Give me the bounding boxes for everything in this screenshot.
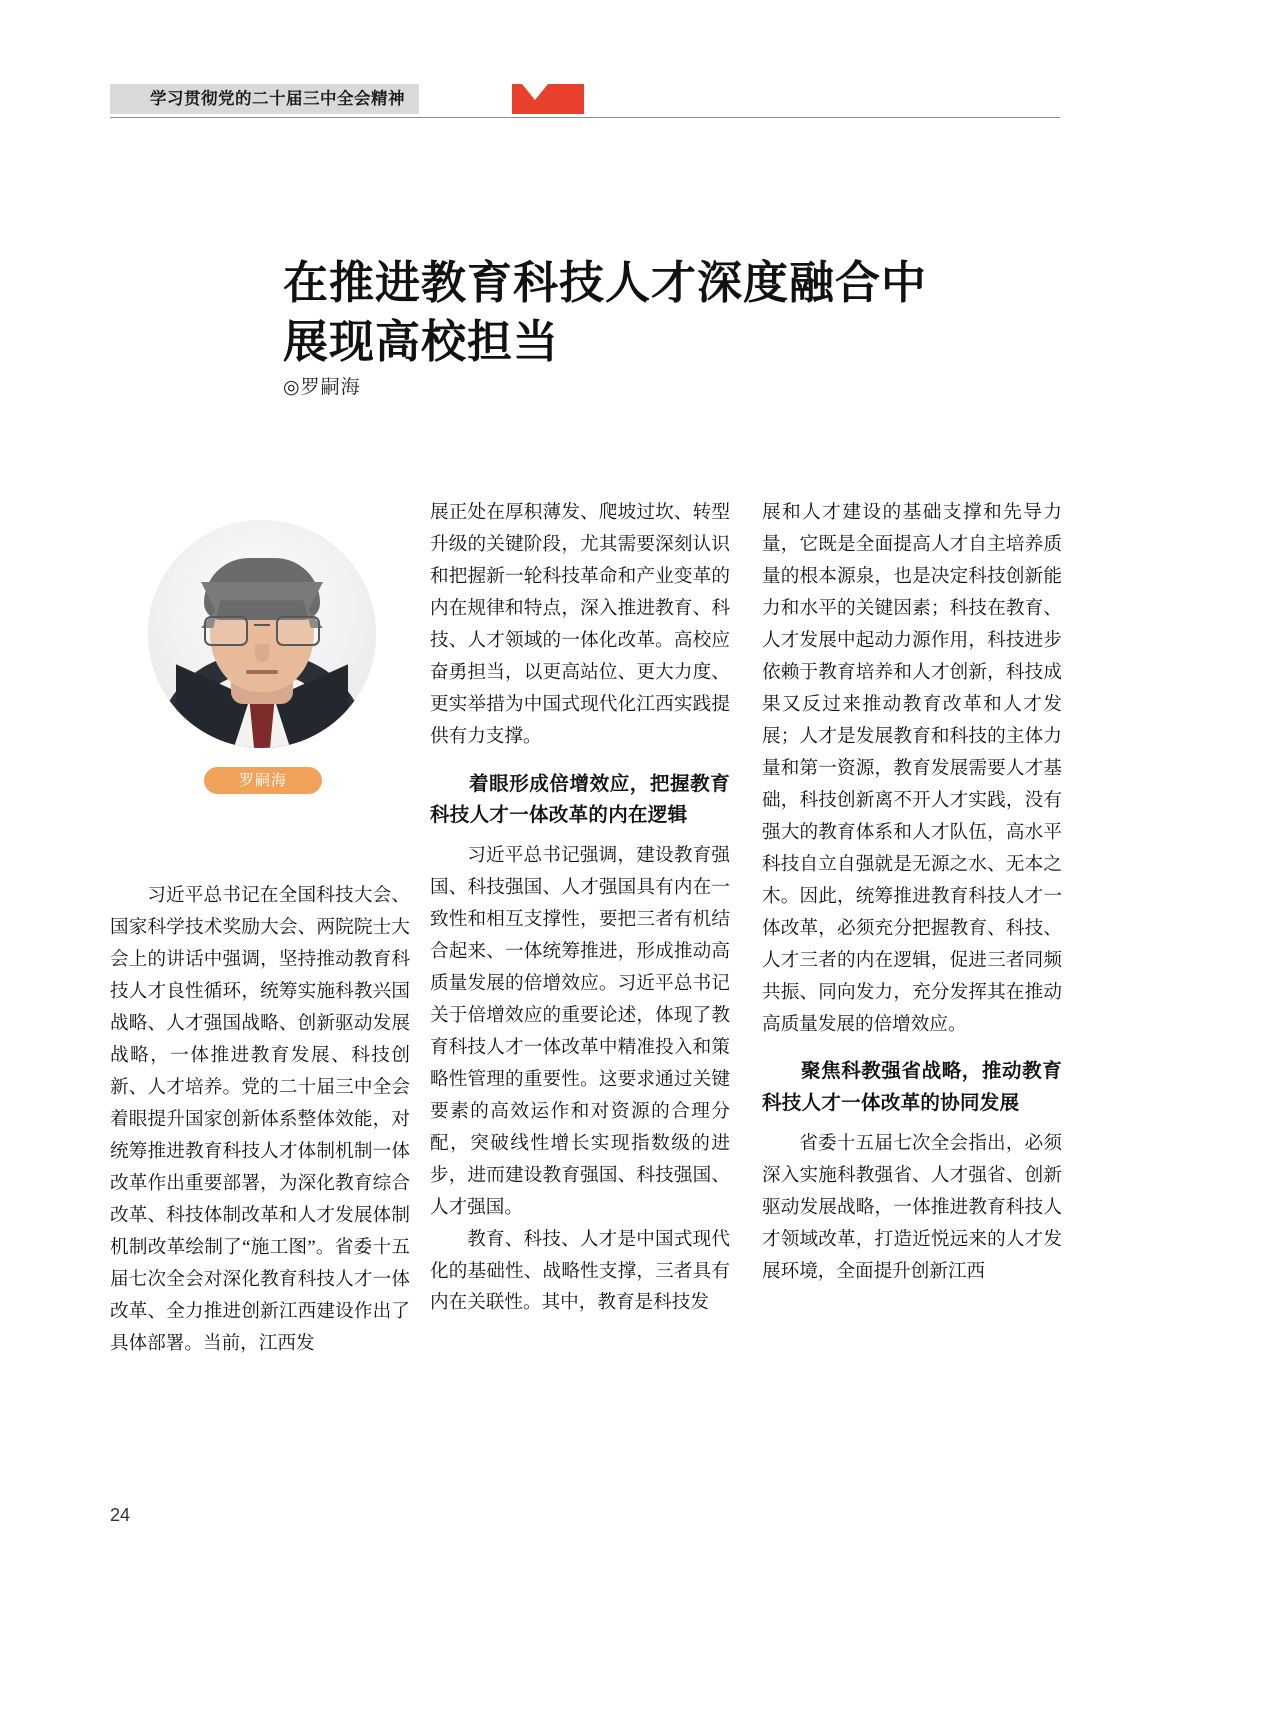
page-title-line2: 展现高校担当 — [283, 316, 560, 368]
page-title-line1: 在推进教育科技人才深度融合中 — [283, 257, 928, 308]
portrait-nose — [255, 644, 269, 662]
page-title — [283, 253, 1043, 372]
running-head-label: 学习贯彻党的二十届三中全会精神 — [136, 84, 419, 114]
body-column-1 — [110, 880, 410, 1360]
running-head — [110, 84, 1060, 118]
author-portrait — [148, 520, 378, 820]
paragraph: 教育、科技、人才是中国式现代化的基础性、战略性支撑，三者具有内在关联性。其中，教育是科技发 — [430, 1228, 730, 1314]
running-head-arrow-icon — [522, 84, 548, 100]
portrait-glasses-right — [276, 616, 320, 646]
paragraph-continued: 展和人才建设的基础支撑和先导力量，它既是全面提高人才自主培养质量的根本源泉，也是决定科技创新能力和水平的关键因素；科技在教育、人才发展中起动力源作用，科技进步依赖于教育培养和人才创新，科技成果又反过来推动教育改革和人才发展；人才是发展教育和科技的主体力量和第一资源，教育发展需要人才基础，科技创新离不开人才实践，没有强大的教育体系和人才队伍，高水平科技自立自强就是无源之水、无本之木。因此，统筹推进教育科技人才一体改革，必须充分把握教育、科技、人才三者的内在逻辑，促进三者同频共振、同向发力，充分发挥其在推动高质量发展的倍增效应。 — [762, 502, 1062, 1035]
portrait-photo — [148, 520, 376, 748]
section-heading-2: 聚焦科教强省战略，推动教育科技人才一体改革的协同发展 — [762, 1060, 1062, 1115]
running-head-rule — [110, 117, 1060, 118]
body-column-2 — [430, 497, 730, 1319]
running-head-bar — [110, 84, 136, 114]
body-column-3 — [762, 497, 1062, 1287]
portrait-mouth — [246, 670, 278, 674]
paragraph: 省委十五届七次全会指出，必须深入实施科教强省、人才强省、创新驱动发展战略，一体推进教育科技人才领域改革，打造近悦远来的人才发展环境，全面提升创新江西 — [762, 1132, 1062, 1282]
portrait-glasses-bridge — [254, 624, 270, 626]
portrait-nameplate: 罗嗣海 — [204, 767, 322, 794]
section-heading-1: 着眼形成倍增效应，把握教育科技人才一体改革的内在逻辑 — [430, 772, 730, 827]
paragraph-continued: 展正处在厚积薄发、爬坡过坎、转型升级的关键阶段，尤其需要深刻认识和把握新一轮科技革命和产业变革的内在规律和特点，深入推进教育、科技、人才领域的一体化改革。高校应奋勇担当，以更高站位、更大力度、更实举措为中国式现代化江西实践提供有力支撑。 — [430, 502, 730, 747]
portrait-glasses-left — [204, 616, 248, 646]
paragraph: 习近平总书记在全国科技大会、国家科学技术奖励大会、两院院士大会上的讲话中强调，坚持推动教育科技人才良性循环，统筹实施科教兴国战略、人才强国战略、创新驱动发展战略，一体推进教育发展、科技创新、人才培养。党的二十届三中全会着眼提升国家创新体系整体效能，对统筹推进教育科技人才体制机制一体改革作出重要部署，为深化教育综合改革、科技体制改革和人才发展体制机制改革绘制了“施工图”。省委十五届七次全会对深化教育科技人才一体改革、全力推进创新江西建设作出了具体部署。当前，江西发 — [110, 885, 410, 1354]
byline: ◎罗嗣海 — [283, 377, 361, 398]
page-number: 24 — [110, 1505, 131, 1525]
paragraph: 习近平总书记强调，建设教育强国、科技强国、人才强国具有内在一致性和相互支撑性，要把三者有机结合起来、一体统筹推进，形成推动高质量发展的倍增效应。习近平总书记关于倍增效应的重要论述，体现了教育科技人才一体改革中精准投入和策略性管理的重要性。这要求通过关键要素的高效运作和对资源的合理分配，突破线性增长实现指数级的进步，进而建设教育强国、科技强国、人才强国。 — [430, 844, 730, 1218]
